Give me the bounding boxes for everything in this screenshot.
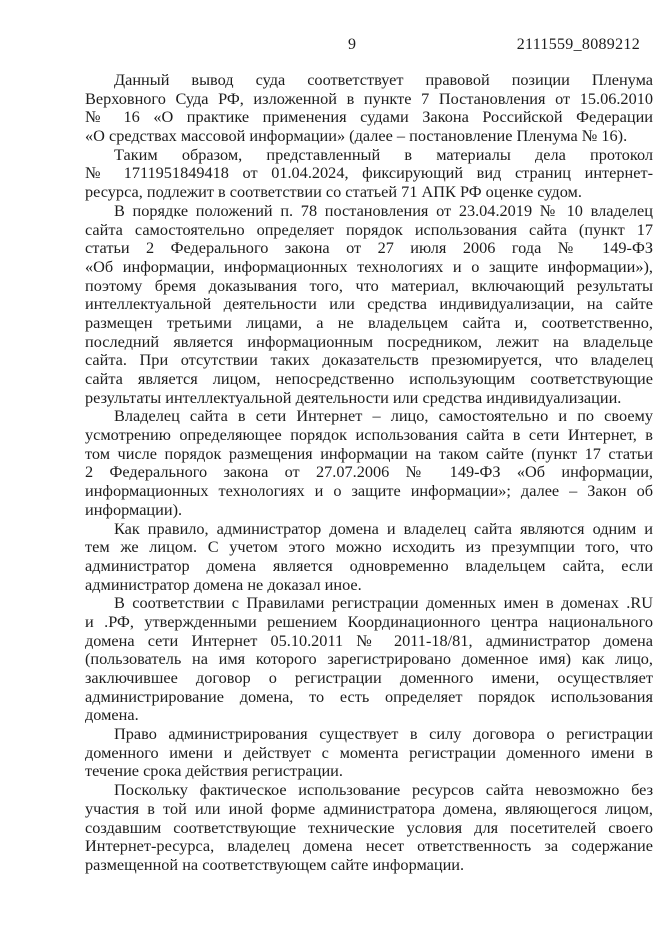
text-line: «О средствах массовой информации» (далее – постановление Пленума № 16). — [85, 127, 628, 146]
text-line: В соответствии с Правилами регистрации доменных имен в доменах .RU — [114, 594, 653, 613]
text-line: заключившее договор о регистрации доменного имени, осуществляет — [85, 669, 653, 687]
paragraph — [85, 146, 653, 202]
text-line: том числе порядок размещения информации на таком сайте (пункт 17 статьи — [85, 444, 653, 463]
text-line: создавшим соответствующие технические условия для посетителей своего — [85, 818, 653, 837]
text-line: № 16 «О практике применения судами Закона Российской Федерации — [85, 108, 653, 127]
text-line: тем же лицом. С учетом этого можно исходить из презумпции того, что — [85, 538, 653, 557]
text-line: Таким образом, представленный в материалы дела протокол — [114, 145, 653, 164]
paragraph — [85, 202, 653, 408]
text-line: сайта самостоятельно определяет порядок использования сайта (пункт 17 — [85, 220, 653, 239]
text-line: администрирование домена, то есть определяет порядок использования — [85, 687, 653, 706]
text-line: последний является информационным посредником, лежит на владельце — [85, 332, 653, 351]
document-body — [85, 71, 653, 875]
text-line: администратор домена не доказал иное. — [85, 575, 362, 594]
text-line: усмотрению определяющее порядок использования сайта в сети Интернет, в — [85, 426, 653, 445]
text-line: Право администрирования существует в силу договора о регистрации — [114, 725, 653, 744]
text-line: Поскольку фактическое использование ресурсов сайта невозможно без — [114, 781, 653, 800]
text-line: «Об информации, информационных технологиях и о защите информации»), — [85, 257, 653, 276]
text-line: Данный вывод суда соответствует правовой позиции Пленума — [114, 71, 653, 89]
text-line: результаты интеллектуальной деятельности или средства индивидуализации. — [85, 388, 622, 407]
document-number: 2111559_8089212 — [516, 36, 640, 53]
text-line: ресурса, подлежит в соответствии со статьей 71 АПК РФ оценке судом. — [85, 183, 582, 202]
page-number: 9 — [348, 36, 356, 53]
paragraph — [85, 725, 653, 781]
text-line: Верховного Суда РФ, изложенной в пункте 7 Постановления от 15.06.2010 — [85, 89, 653, 108]
text-line: сайта является лицом, непосредственно использующим соответствующие — [85, 370, 653, 388]
text-line: Интернет-ресурса, владелец домена несет ответственность за содержание — [85, 837, 653, 856]
page-header — [0, 36, 668, 56]
text-line: В порядке положений п. 78 постановления от 23.04.2019 № 10 владелец — [114, 201, 653, 220]
text-line: домена сети Интернет 05.10.2011 № 2011-18/81, администратор домена — [85, 631, 653, 650]
paragraph — [85, 520, 653, 595]
text-line: участия в той или иной форме администратора домена, являющегося лицом, — [85, 799, 653, 818]
paragraph — [85, 781, 653, 874]
text-line: размещенной на соответствующем сайте информации. — [85, 855, 465, 874]
text-line: интеллектуальной деятельности или средства индивидуализации, на сайте — [85, 295, 653, 314]
text-line: и .РФ, утвержденными решением Координационного центра национального — [85, 612, 653, 631]
paragraph — [85, 594, 653, 725]
text-line: домена. — [85, 706, 139, 725]
text-line: Как правило, администратор домена и владелец сайта являются одним и — [114, 519, 653, 538]
text-line: поэтому бремя доказывания того, что материал, включающий результаты — [85, 276, 653, 295]
text-line: информационных технологиях и о защите информации»; далее – Закон об — [85, 482, 653, 501]
text-line: администратор домена является одновременно владельцем сайта, если — [85, 556, 653, 575]
text-line: № 1711951849418 от 01.04.2024, фиксирующий вид страниц интернет- — [85, 164, 653, 183]
text-line: статьи 2 Федерального закона от 27 июля 2006 года № 149-ФЗ — [85, 239, 653, 258]
paragraph — [85, 407, 653, 519]
text-line: доменного имени и действует с момента регистрации доменного имени в — [85, 743, 653, 762]
text-line: сайта. При отсутствии таких доказательств презюмируется, что владелец — [85, 351, 653, 370]
text-line: 2 Федерального закона от 27.07.2006 № 149-ФЗ «Об информации, — [85, 463, 653, 482]
text-line: размещен третьими лицами, а не владельцем сайта и, соответственно, — [85, 313, 653, 332]
text-line: информации). — [85, 500, 183, 519]
text-line: течение срока действия регистрации. — [85, 762, 343, 781]
paragraph — [85, 71, 653, 146]
text-line: (пользователь на имя которого зарегистрировано доменное имя) как лицо, — [85, 650, 653, 669]
text-line: Владелец сайта в сети Интернет – лицо, самостоятельно и по своему — [114, 407, 653, 426]
